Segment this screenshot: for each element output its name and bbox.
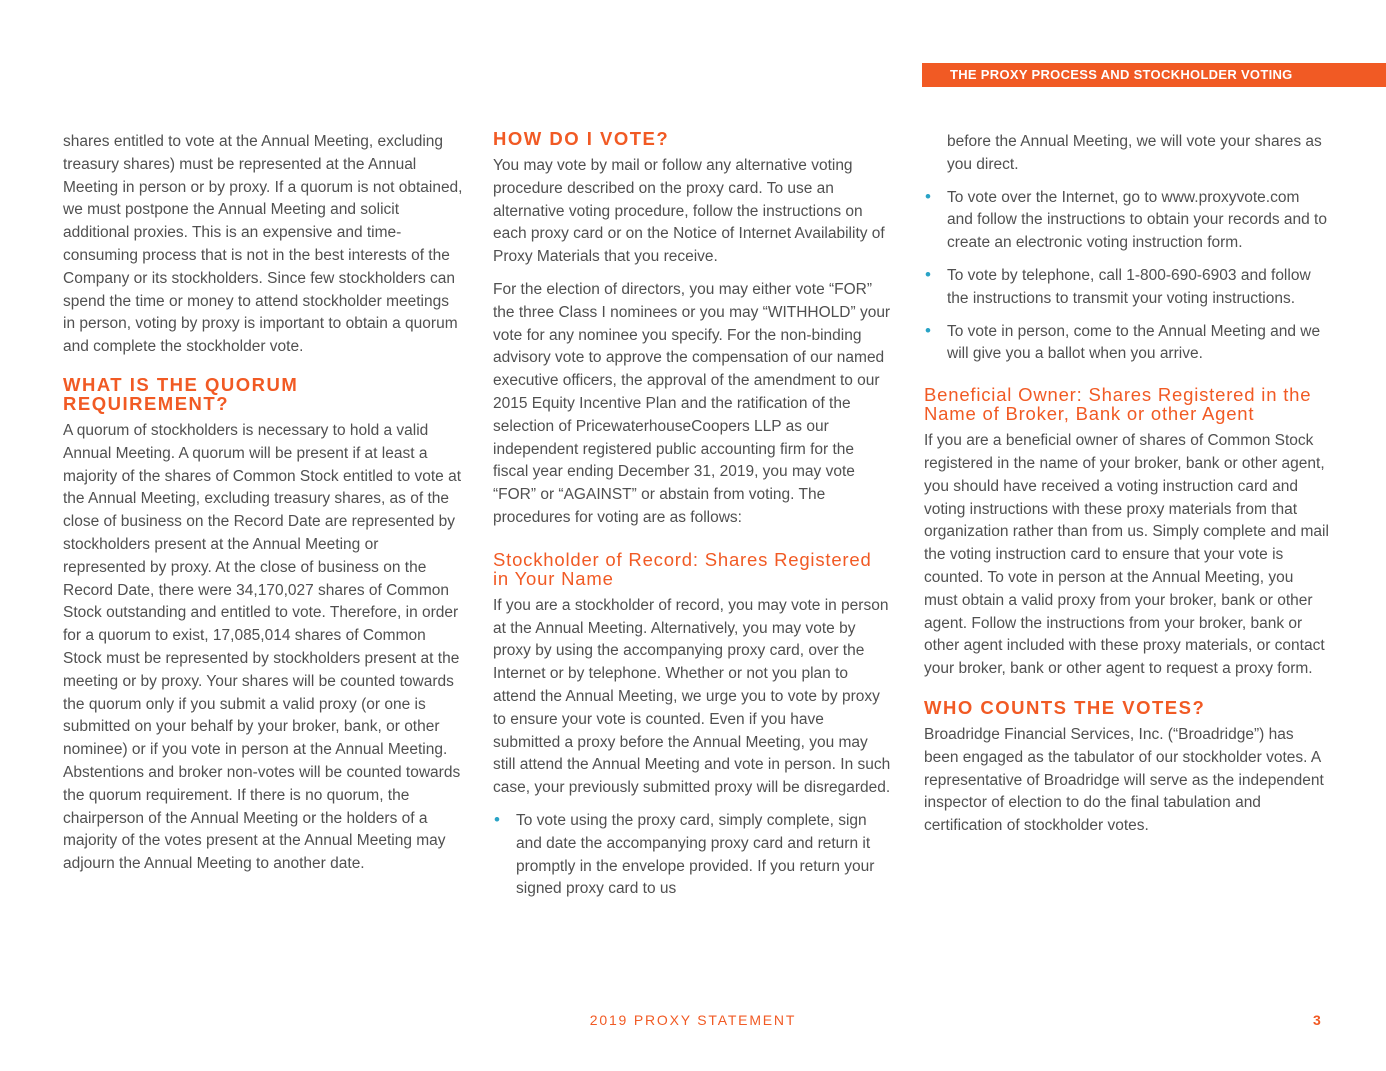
subheading-stockholder-of-record: Stockholder of Record: Shares Registered in Your Name [493, 548, 872, 589]
paragraph-who-counts-votes: Broadridge Financial Services, Inc. (“Broadridge”) has been engaged as the tabulator of our stockholder votes. A representative of Broadridge will serve as the independent inspector of election to do the final tabulation and certification of stockholder votes. [924, 725, 1324, 835]
heading-who-counts-votes: WHO COUNTS THE VOTES? [924, 696, 1206, 718]
page-number: 3 [1313, 1012, 1321, 1028]
column-left [63, 130, 463, 886]
list-item-proxy-card [493, 810, 893, 901]
bullet-dot-icon: • [925, 264, 931, 284]
paragraph-vote-methods: You may vote by mail or follow any alternative voting procedure described on the proxy card. To use an alternative voting procedure, follow the instructions on each proxy card or on the Notice of Internet Availability of Proxy Materials that you receive. [493, 157, 885, 266]
bullet-dot-icon: • [925, 320, 931, 340]
bullet-dot-icon: • [925, 186, 931, 206]
list-item-text: To vote in person, come to the Annual Meeting and we will give you a ballot when you arrive. [947, 322, 1321, 363]
paragraph-stockholder-of-record: If you are a stockholder of record, you may vote in person at the Annual Meeting. Alternatively, you may vote by proxy by using the accompanying proxy card, over the Internet or by telephone. Whether or not you plan to attend the Annual Meeting, we urge you to vote by proxy to ensure your vote is counted. Even if you have submitted a proxy before the Annual Meeting, you may still attend the Annual Meeting and vote in person. In such case, your previously submitted proxy will be disregarded. [493, 596, 891, 797]
section-header-banner: THE PROXY PROCESS AND STOCKHOLDER VOTING [922, 63, 1386, 87]
list-item-telephone [924, 265, 1329, 311]
subheading-beneficial-owner: Beneficial Owner: Shares Registered in the Name of Broker, Bank or other Agent [924, 384, 1312, 425]
heading-quorum-requirement: WHAT IS THE QUORUM REQUIREMENT? [63, 373, 299, 414]
voting-procedure-list [493, 810, 893, 901]
list-item-internet [924, 187, 1329, 255]
paragraph-quorum-requirement: A quorum of stockholders is necessary to hold a valid Annual Meeting. A quorum will be present if at least a majority of the shares of Common Stock entitled to vote at the Annual Meeting, excluding treasury shares, as of the close of business on the Record Date are represented by stockholders present at the Annual Meeting or represented by proxy. At the close of business on the Record Date, there were 34,170,027 shares of Common Stock outstanding and entitled to vote. Therefore, in order for a quorum to exist, 17,085,014 shares of Common Stock must be represented by stockholders present at the meeting or by proxy. Your shares will be counted towards the quorum only if you submit a valid proxy (or one is submitted on your behalf by your broker, bank, or other nominee) or if you vote in person at the Annual Meeting. Abstentions and broker non-votes will be counted towards the quorum requirement. If there is no quorum, the chairperson of the Annual Meeting or the holders of a majority of the votes present at the Annual Meeting may adjourn the Annual Meeting to another date. [63, 421, 462, 873]
heading-how-do-i-vote: HOW DO I VOTE? [493, 128, 670, 149]
list-item-text: To vote over the Internet, go to www.proxyvote.com and follow the instructions to obtain your records and to create an electronic voting instruction form. [947, 188, 1327, 252]
column-right [924, 130, 1329, 848]
bullet-dot-icon: • [494, 809, 500, 829]
footer-document-title: 2019 PROXY STATEMENT [589, 1012, 797, 1028]
paragraph-quorum-intro-continued: shares entitled to vote at the Annual Meeting, excluding treasury shares) must be represented at the Annual Meeting in person or by proxy. If a quorum is not obtained, we must postpone the Annual Meeting and solicit additional proxies. This is an expensive and time-consuming process that is not in the best interests of the Company or its stockholders. Since few stockholders can spend the time or money to attend stockholder meetings in person, voting by proxy is important to obtain a quorum and complete the stockholder vote. [63, 133, 463, 356]
list-item-proxy-card-continued: before the Annual Meeting, we will vote your shares as you direct. [947, 133, 1322, 173]
paragraph-vote-options: For the election of directors, you may either vote “FOR” the three Class I nominees or you may “WITHHOLD” your vote for any nominee you specify. For the non-binding advisory vote to approve the compensation of our named executive officers, the approval of the amendment to our 2015 Equity Incentive Plan and the ratification of the selection of PricewaterhouseCoopers LLP as our independent registered public accounting firm for the fiscal year ending December 31, 2019, you may vote “FOR” or “AGAINST” or abstain from voting. The procedures for voting are as follows: [493, 280, 891, 526]
column-middle [493, 130, 893, 911]
list-item-text: To vote by telephone, call 1-800-690-6903 and follow the instructions to transmit your voting instructions. [947, 266, 1311, 307]
voting-procedure-list-continued [924, 187, 1329, 367]
paragraph-beneficial-owner: If you are a beneficial owner of shares of Common Stock registered in the name of your broker, bank or other agent, you should have received a voting instruction card and voting instructions with these proxy materials from that organization rather than from us. Simply complete and mail the voting instruction card to ensure that your vote is counted. To vote in person at the Annual Meeting, you must obtain a valid proxy from your broker, bank or other agent. Follow the instructions from your broker, bank or other agent included with these proxy materials, or contact your broker, bank or other agent to request a proxy form. [924, 432, 1329, 678]
list-item-in-person [924, 321, 1329, 367]
list-item-text: To vote using the proxy card, simply complete, sign and date the accompanying proxy card and return it promptly in the envelope provided. If you return your signed proxy card to us [516, 811, 875, 898]
